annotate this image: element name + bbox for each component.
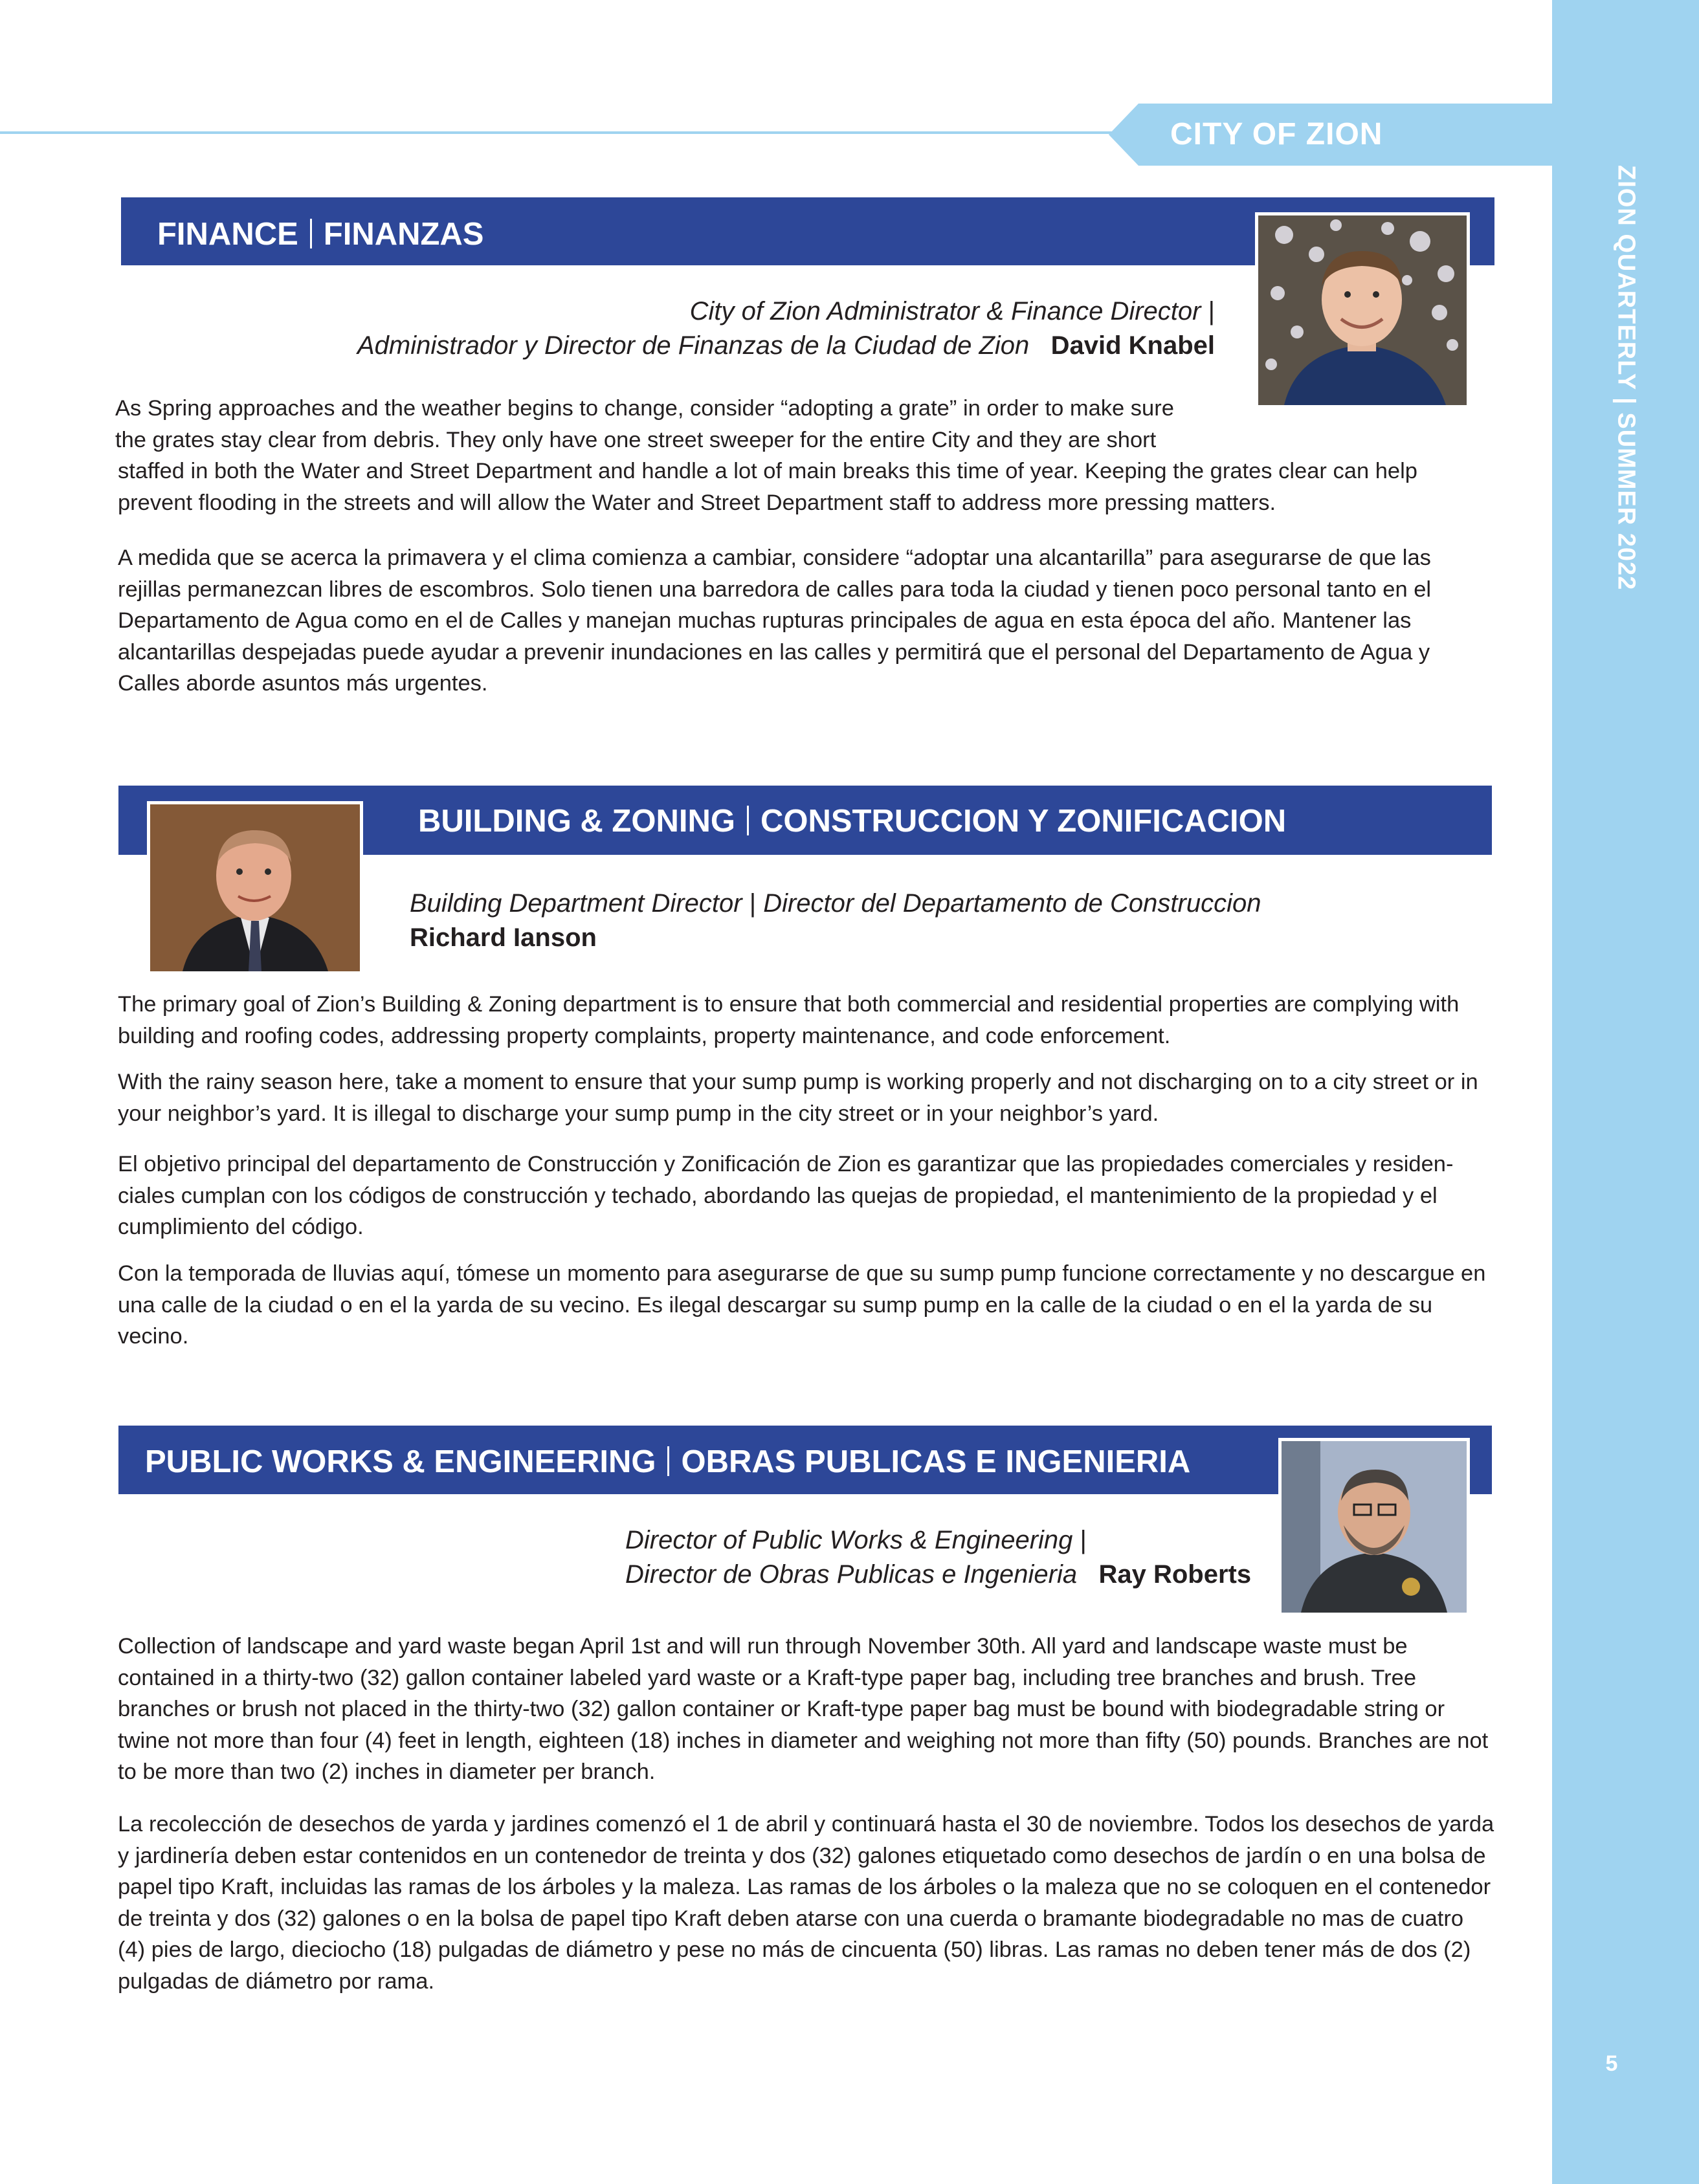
public-works-paragraph-en: Collection of landscape and yard waste began April 1st and will run through November 30th. All yard and landscape waste must be contained in a thirty-two (32) gallon container labeled yard waste or a Kraft-type paper bag, including tree branches and brush. Tree branches or brush not placed in the thirty-two (32) gallon container or Kraft-type paper bag must be bound with biodegradable string or twine not more than four (4) feet in length, eighteen (18) inches in diameter and weighing not more than fifty (50) pounds. Branches are not to be more than two (2) inches in diameter per branch. <box>118 1634 1489 1784</box>
portrait-illustration <box>1282 1441 1467 1613</box>
building-role-es: Director del Departamento de Construccion <box>763 889 1261 918</box>
building-director-role <box>410 887 1261 955</box>
finance-role-line1: City of Zion Administrator & Finance Director <box>689 297 1201 325</box>
public-works-director-name: Ray Roberts <box>1098 1560 1252 1589</box>
public-works-title-es: OBRAS PUBLICAS E INGENIERIA <box>681 1444 1191 1479</box>
public-works-role-line1: Director of Public Works & Engineering <box>625 1526 1073 1554</box>
finance-title-es: FINANZAS <box>323 217 484 252</box>
public-works-role-line2: Director de Obras Publicas e Ingenieria <box>625 1560 1078 1589</box>
building-title-en: BUILDING & ZONING <box>418 804 735 839</box>
david-knabel-photo <box>1255 212 1470 408</box>
building-paragraph-en-1: The primary goal of Zion’s Building & Zoning department is to ensure that both commercial and residential properties are complying with building and roofing codes, addressing property complaints, property maintenance, and code enforcement. <box>118 992 1460 1048</box>
finance-para-en-line1: As Spring approaches and the weather begins to change, consider “adopting a grate” in order to make sure <box>115 396 1174 421</box>
public-works-section-title <box>145 1442 1190 1481</box>
richard-ianson-photo <box>147 801 363 975</box>
header-rule <box>0 131 1113 134</box>
finance-director-role <box>357 294 1215 363</box>
finance-title-en: FINANCE <box>157 217 298 252</box>
building-paragraph-en-2: With the rainy season here, take a moment to ensure that your sump pump is working properly and not discharging on to a city street or in your neighbor’s yard. It is illegal to discharge your sump pump in the city street or in your neighbor’s yard. <box>118 1070 1478 1126</box>
page-number: 5 <box>1605 2051 1618 2076</box>
title-divider <box>667 1446 669 1476</box>
building-section-title <box>418 802 1286 841</box>
title-divider <box>747 806 749 835</box>
finance-director-name: David Knabel <box>1050 331 1215 360</box>
title-divider <box>310 219 312 248</box>
building-director-name: Richard Ianson <box>410 923 597 952</box>
finance-paragraph-en <box>115 393 1494 518</box>
building-paragraph-es-2: Con la temporada de lluvias aquí, tómese un momento para asegurarse de que su sump pump funcione correctamente y no descargue en una calle de la ciudad o en el la yarda de su vecino. Es ilegal descargar su sump pump en la calle de la ciudad o en el la yarda de su vecino. <box>118 1261 1486 1349</box>
portrait-illustration <box>150 804 360 971</box>
role-separator: | <box>1080 1526 1087 1554</box>
finance-role-line2: Administrador y Director de Finanzas de la Ciudad de Zion <box>357 331 1030 360</box>
finance-para-en-line2: the grates stay clear from debris. They only have one street sweeper for the entire City and they are short <box>115 427 1157 452</box>
publication-title: CITY OF ZION <box>1170 117 1383 151</box>
finance-section-title <box>157 215 484 254</box>
public-works-paragraph-es: La recolección de desechos de yarda y jardines comenzó el 1 de abril y continuará hasta el 30 de noviembre. Todos los desechos de yarda y jardinería deben estar contenidos en un contenedor de treinta y dos (32) galones etiquetado como desechos de jardín o en una bolsa de papel tipo Kraft, incluidas las ramas de los árboles y la maleza. Las ramas de los árboles o la maleza que no se coloquen en el contenedor de treinta y dos (32) galones o en la bolsa de papel tipo Kraft deben atarse con una cuerda o bramante biodegradable no mas de cuatro (4) pies de largo, dieciocho (18) pulgadas de diámetro y pese no más de cincuenta (50) libras. Las ramas no deben tener más de dos (2) pulgadas de diámetro por rama. <box>118 1812 1494 1994</box>
building-paragraph-es-1: El objetivo principal del departamento de Construcción y Zonificación de Zion es garantizar que las propiedades comerciales y residen-ciales cumplan con los códigos de construcción y techado, abordando las quejas de propiedad, el mantenimiento de la propiedad y el cumplimiento del código. <box>118 1152 1454 1239</box>
ray-roberts-photo <box>1278 1438 1470 1616</box>
publication-issue-label: ZION QUARTERLY | SUMMER 2022 <box>1612 165 1640 591</box>
finance-paragraph-es: A medida que se acerca la primavera y el clima comienza a cambiar, considere “adoptar una alcantarilla” para asegurarse de que las rejillas permanezcan libres de escombros. Solo tienen una barredora de calles para toda la ciudad y tienen poco personal tanto en el Departamento de Agua como en el de Calles y manejan muchas rupturas principales de agua en esta época del año. Mantener las alcantarillas despejadas puede ayudar a prevenir inundaciones en las calles y permitirá que el personal del Departamento de Agua y Calles aborde asuntos más urgentes. <box>118 546 1432 696</box>
public-works-title-en: PUBLIC WORKS & ENGINEERING <box>145 1444 656 1479</box>
portrait-illustration <box>1258 215 1467 405</box>
building-title-es: CONSTRUCCION Y ZONIFICACION <box>760 804 1287 839</box>
role-separator: | <box>1208 297 1215 325</box>
role-separator: | <box>749 889 757 918</box>
finance-para-en-rest: staffed in both the Water and Street Department and handle a lot of main breaks this time of year. Keeping the grates clear can help prevent flooding in the streets and will allow the Water and Street Department staff to address more pressing matters. <box>118 459 1417 515</box>
public-works-director-role <box>625 1523 1251 1592</box>
building-role-en: Building Department Director <box>410 889 742 918</box>
